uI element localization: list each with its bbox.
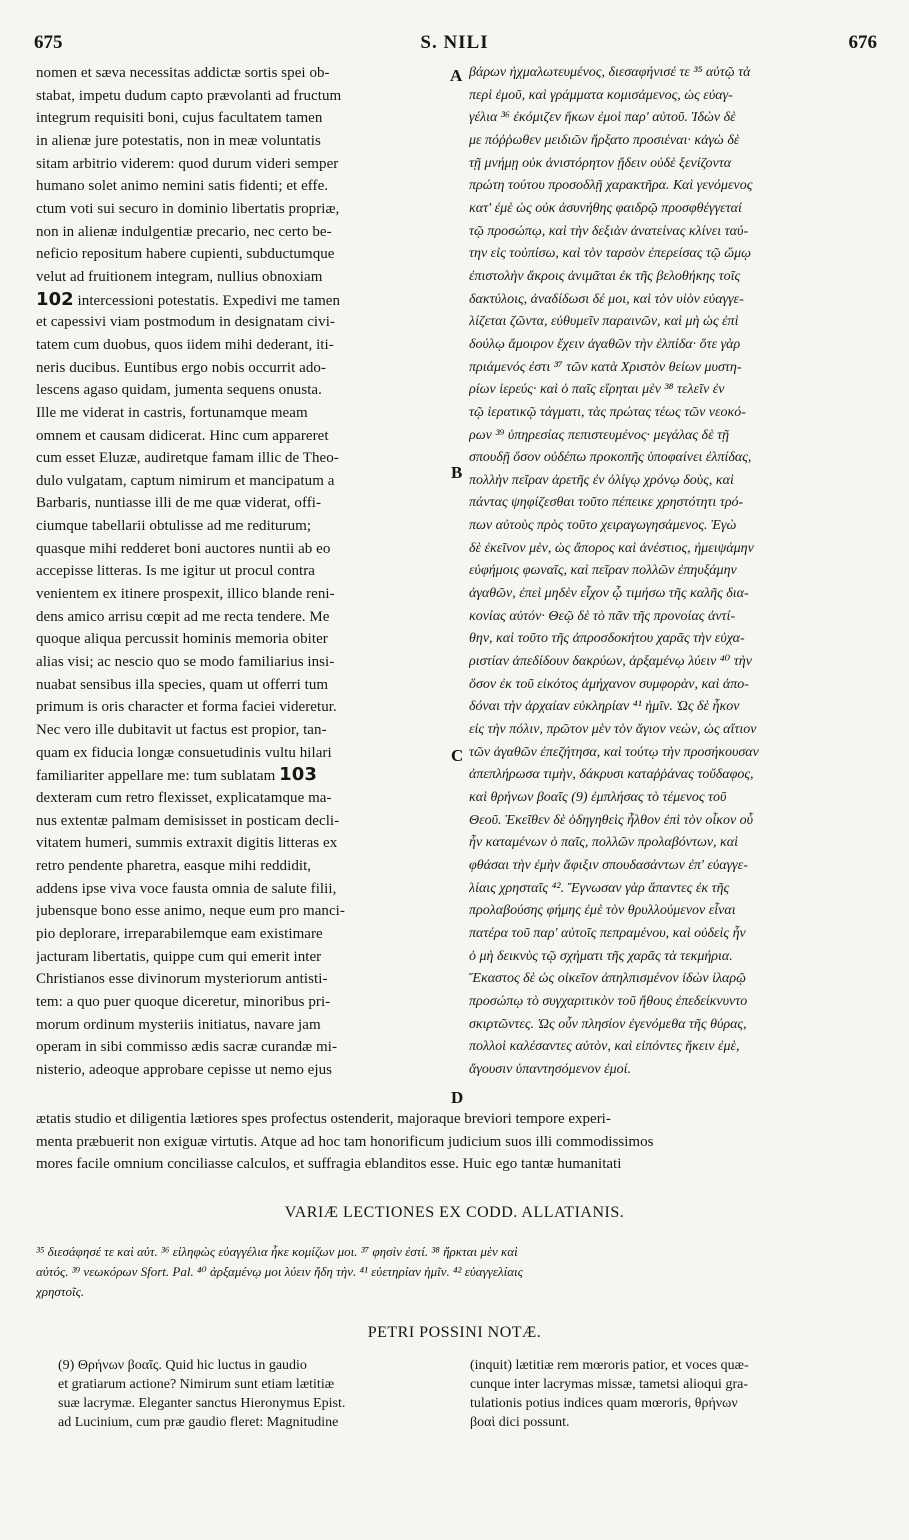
greek-line: λίαις χρησταῖς ⁴². Ἔγνωσαν γὰρ ἅπαντες ἐκ τῆς bbox=[469, 880, 730, 896]
latin-line-text: intercessioni potestatis. Expedivi me tamen bbox=[77, 292, 341, 309]
latin-line: sitam arbitrio viderem: quod durum videri semper bbox=[36, 155, 339, 172]
latin-line: jubensque bono esse animo, neque eum pro manci- bbox=[36, 903, 345, 920]
note-line: (9) Θρήνων βοαῖς. Quid hic luctus in gaudio bbox=[58, 1358, 307, 1373]
margin-letter-c: C bbox=[451, 746, 464, 765]
latin-line: vitatem humeri, summis extraxit digitis litteras ex bbox=[36, 835, 338, 852]
latin-line: operam in sibi commisso ædis sacræ curandæ mi- bbox=[36, 1039, 338, 1056]
note-line: cunque inter lacrymas missæ, tametsi alioqui gra- bbox=[470, 1377, 748, 1392]
latin-line: cum esset Eluzæ, audiretque famam illic de Theo- bbox=[36, 450, 339, 467]
greek-line: Ἕκαστος δὲ ὡς οἰκεῖον ἀπηλπισμένον ἰδὼν ἱλαρῷ bbox=[469, 971, 747, 987]
column-number: 103 bbox=[279, 764, 317, 786]
greek-line: κονίας αὐτόν· Θεῷ δὲ τὸ πᾶν τῆς προνοίας ἀντί- bbox=[469, 608, 736, 624]
variant-reading-line: ³⁵ διεσάφησέ τε καὶ αὐτ. ³⁶ εἰληφὼς εὐαγγέλια ἧκε κομίζων μοι. ³⁷ φησὶν ἐστί. ³⁸ ἤρκται μὲν καὶ bbox=[36, 1244, 518, 1259]
latin-line: ctum voti sui securo in dominio libertatis propriæ, bbox=[36, 200, 340, 217]
greek-line: περὶ ἐμοῦ, καὶ γράμματα κομισάμενος, ὡς εὐαγ- bbox=[469, 87, 733, 103]
latin-line bbox=[36, 764, 442, 787]
latin-line: velut ad fruitionem integram, nullius obnoxiam bbox=[36, 268, 323, 285]
latin-line: quam ex fiducia longæ consuetudinis vultu hilari bbox=[36, 744, 332, 761]
greek-line: εἰς τὴν πόλιν, πρῶτον μὲν τὸν ἅγιον νεὼν, ὡς αἴτιον bbox=[469, 722, 757, 738]
page-number-left: 675 bbox=[34, 32, 63, 53]
greek-line: ὅσον ἐκ τοῦ εἰκότος ἀμήχανον συμφορὰν, καὶ ἀπο- bbox=[469, 676, 749, 692]
greek-line: Θεοῦ. Ἐκεῖθεν δὲ ὁδηγηθεὶς ἦλθον ἐπὶ τὸν οἶκον οὗ bbox=[469, 812, 754, 828]
latin-line: nomen et sæva necessitas addictæ sortis spei ob- bbox=[36, 65, 330, 81]
greek-line: εὐφήμοις φωναῖς, καὶ πεῖραν πολλῶν ἐπηυξάμην bbox=[469, 563, 737, 579]
latin-line: tatem cum duobus, quos iidem mihi dederant, iti- bbox=[36, 336, 334, 353]
greek-line: πριάμενός ἐστι ³⁷ τῶν κατὰ Χριστὸν θείων μυστη- bbox=[469, 359, 742, 375]
latin-line: dulo vulgatam, captum nimirum et mancipatum a bbox=[36, 472, 335, 489]
variant-reading-line: χρηστοῖς. bbox=[36, 1284, 85, 1299]
latin-line: Nec vero ille dubitavit ut factus est propior, tan- bbox=[36, 722, 327, 739]
latin-line: ciumque tabellarii obtulisse ad me rediturum; bbox=[36, 518, 312, 535]
variant-reading-line: αὐτός. ³⁹ νεωκόρων Sfort. Pal. ⁴⁰ ἀρξαμένῳ μοι λύειν ἤδη τὴν. ⁴¹ εὐετηρίαν ἡμῖν. ⁴² εὐαγγελίαις bbox=[36, 1264, 523, 1279]
latin-line: neficio repositum habere cupienti, subductumque bbox=[36, 246, 335, 263]
note-line: tulationis potius indices quam mœroris, θρήνων bbox=[470, 1396, 738, 1411]
greek-line: ρων ³⁹ ὑπηρεσίας πεπιστευμένος· μεγάλας δὲ τῇ bbox=[469, 427, 730, 443]
latin-line: quasque mihi redderet boni auctores nuntii ab eo bbox=[36, 540, 331, 557]
greek-line: πολλοὶ καλέσαντες αὐτὸν, καὶ εἰπόντες ἥκειν ἐμὲ, bbox=[469, 1039, 740, 1055]
notae-heading: PETRI POSSINI NOTÆ. bbox=[367, 1324, 542, 1341]
latin-line: retro pendente pharetra, easque mihi reddidit, bbox=[36, 857, 312, 874]
greek-line: τῷ ἱερατικῷ τάγματι, τὰς πρώτας τέως τῶν νεοκό- bbox=[469, 404, 746, 420]
latin-line: Ille me viderat in castris, fortunamque meam bbox=[36, 404, 308, 421]
latin-line: neris ducibus. Euntibus ergo nobis occurrit ado- bbox=[36, 359, 326, 376]
latin-line: ætatis studio et diligentia lætiores spes profectus ostenderit, majoraque breviori tempore experi- bbox=[36, 1111, 611, 1127]
greek-line: δακτύλοις, ἀναδίδωσι δέ μοι, καὶ τὸν υἱὸν εὐαγγε- bbox=[469, 291, 744, 307]
greek-line: σκιρτῶντες. Ὡς οὖν πλησίον ἐγενόμεθα τῆς θύρας, bbox=[469, 1016, 747, 1032]
greek-line: ὁ μὴ δεικνὺς τῷ σχήματι τῆς χαρᾶς τὰ τεκμήρια. bbox=[469, 948, 733, 964]
margin-letter-a: A bbox=[450, 66, 463, 85]
latin-line: non in alienæ indulgentiæ precario, nec certo be- bbox=[36, 223, 332, 240]
latin-line-text: familiariter appellare me: tum sublatam bbox=[36, 768, 276, 785]
greek-line: ἦν καταμένων ὁ παῖς, πολλῶν προλαβόντων, καὶ bbox=[469, 835, 739, 851]
notae-right-column bbox=[470, 1356, 878, 1432]
note-line: βοαὶ dici possunt. bbox=[470, 1415, 570, 1430]
greek-line: δούλῳ ἄμοιρον ἔχειν ἀγαθῶν τὴν ἐλπίδα· ὅτε γὰρ bbox=[469, 336, 741, 352]
greek-line: θην, καὶ τοῦτο τῆς ἀπροσδοκήτου χαρᾶς τὴν εὐχα- bbox=[469, 631, 745, 647]
greek-line: δὲ ἐκεῖνον μὲν, ὡς ἄπορος καὶ ἀνέστιος, ἠμειψάμην bbox=[469, 540, 754, 556]
greek-line: ἀπεπλήρωσα τιμὴν, δάκρυσι καταῤῥάνας τοὔδαφος, bbox=[469, 767, 754, 783]
page-number-right: 676 bbox=[848, 32, 877, 53]
latin-line: omnem et causam didicerat. Hinc cum appareret bbox=[36, 427, 329, 444]
greek-line: ἀγαθῶν, ἐπεὶ μηδὲν εἶχον ᾧ τιμήσω τῆς καλῆς δια- bbox=[469, 586, 749, 602]
latin-line: humano solet animo nemini satis fidenti; et effe. bbox=[36, 178, 329, 195]
page-title: S. NILI bbox=[420, 32, 489, 53]
note-line: et gratiarum actione? Nimirum sunt etiam lætitiæ bbox=[58, 1377, 335, 1392]
notae-left-column bbox=[58, 1356, 446, 1432]
greek-line: βάρων ἠχμαλωτευμένος, διεσαφήνισέ τε ³⁵ αὐτῷ τὰ bbox=[469, 65, 751, 80]
greek-line: πατέρα τοῦ παρ' αὐτοῖς πεπραμένου, καὶ οὐδεὶς ἦν bbox=[469, 925, 746, 941]
greek-line: ρίων ἱερεύς· καὶ ὁ παῖς εἴρηται μὲν ³⁸ τελεῖν ἐν bbox=[469, 382, 725, 398]
latin-line: dexteram cum retro flexisset, explicatamque ma- bbox=[36, 790, 332, 806]
latin-line: in alienæ jure potestatis, non in meæ voluntatis bbox=[36, 132, 321, 149]
latin-line: alias visi; ac nescio quo se modo familiarius insi- bbox=[36, 654, 335, 671]
note-line: (inquit) lætitiæ rem mœroris patior, et voces quæ- bbox=[470, 1358, 749, 1373]
greek-line: τῷ προσώπῳ, καὶ τὴν δεξιὰν ἀνατείνας κλίνει ταύ- bbox=[469, 223, 749, 239]
greek-line: γέλια ³⁶ ἐκόμιζεν ἥκων ἐμοὶ παρ' αὐτοῦ. Ἰδὼν δὲ bbox=[469, 110, 736, 126]
greek-column bbox=[469, 62, 877, 1082]
latin-line: quoque aliqua percussit hominis memoria obiter bbox=[36, 631, 328, 648]
latin-line: morum ordinum mysteriis initiatus, navare jam bbox=[36, 1016, 321, 1033]
latin-line: et capessivi viam postmodum in designatam civi- bbox=[36, 314, 335, 331]
latin-line: nisterio, adeoque approbare cepisse ut nemo ejus bbox=[36, 1061, 333, 1078]
greek-line: προλαβούσης φήμης ἐμὲ τὸν θρυλλούμενον εἶναι bbox=[469, 903, 736, 919]
greek-line: πάντας ψηφίζεσθαι τοῦτο πέπεικε χρηστότητι τρό- bbox=[469, 495, 744, 511]
latin-line: menta præbuerit non exiguæ virtutis. Atque ad hoc tam honorificum judicium suos illi commodissimos bbox=[36, 1133, 654, 1150]
greek-line: με πόῤῥωθεν μειδιῶν ἤρξατο προσιέναι· κἀγὼ δὲ bbox=[469, 132, 740, 148]
note-line: suæ lacrymæ. Eleganter sanctus Hieronymus Epist. bbox=[58, 1396, 346, 1411]
latin-line: nus extentæ palmam demisisset in posticam decli- bbox=[36, 812, 340, 829]
latin-line: jacturam libertatis, quippe cum qui emerit inter bbox=[36, 948, 322, 965]
latin-line: addens ipse viva voce fausta omnia de salute filii, bbox=[36, 880, 337, 897]
latin-line: tem: a quo puer quoque diceretur, minoribus pri- bbox=[36, 993, 331, 1010]
latin-line: integrum requisiti boni, cujus facultatem tamen bbox=[36, 110, 323, 127]
latin-line: nuabat sensibus illa species, quam ut offerri tum bbox=[36, 676, 329, 693]
running-header bbox=[0, 32, 909, 58]
greek-line: τῇ μνήμῃ οὐκ ἀνιστόρητον ᾔδειν οὐδὲ ξενίζοντα bbox=[469, 155, 732, 171]
greek-line: πρώτη τούτου προσοδλῇ χαρακτῆρα. Καὶ γενόμενος bbox=[469, 178, 753, 194]
greek-line: πων αὐτοὺς πρὸς τοῦτο χειραγωγησάμενος. Ἐγὼ bbox=[469, 518, 737, 534]
greek-line: την εἰς τοὐπίσω, καὶ τὸν ταρσὸν ἐπερείσας τῷ ὤμῳ bbox=[469, 246, 752, 262]
column-number: 102 bbox=[36, 288, 74, 310]
latin-full-width-text bbox=[36, 1108, 877, 1176]
margin-letter-b: B bbox=[451, 463, 463, 482]
latin-line: dens amico arrisu cœpit ad me recta tendere. Me bbox=[36, 608, 330, 625]
latin-line bbox=[36, 289, 442, 312]
latin-line: Christianos esse divinorum mysteriorum antisti- bbox=[36, 971, 328, 988]
variae-lectiones-heading: VARIÆ LECTIONES EX CODD. ALLATIANIS. bbox=[284, 1204, 625, 1221]
note-line: ad Lucinium, cum præ gaudio fleret: Magnitudine bbox=[58, 1415, 339, 1430]
variae-lectiones-text bbox=[36, 1242, 879, 1302]
greek-line: δόναι τὴν ἀρχαίαν εὐκληρίαν ⁴¹ ἡμῖν. Ὡς δὲ ἧκον bbox=[469, 699, 740, 715]
latin-line: accepisse litteras. Is me igitur ut procul contra bbox=[36, 563, 316, 580]
greek-line: καὶ θρήνων βοαῖς (9) ἐμπλήσας τὸ τέμενος τοῦ bbox=[469, 790, 727, 805]
latin-line: lescens agaso quidam, jumenta sequens onusta. bbox=[36, 382, 322, 399]
greek-line: ἄγουσιν ὑπαντησόμενον ἐμοί. bbox=[469, 1061, 632, 1077]
greek-line: ριστίαν ἀπεδίδουν δακρύων, ἀρξαμένῳ λύειν ⁴⁰ τὴν bbox=[469, 654, 752, 670]
greek-line: λίζεται ζῶντα, εὐθυμεῖν παραινῶν, καὶ μὴ ὡς ἐπὶ bbox=[469, 314, 739, 330]
greek-line: τῶν ἀγαθῶν ἐπεζήτησα, καὶ τούτῳ τὴν προσήκουσαν bbox=[469, 744, 759, 760]
greek-line: πολλὴν πεῖραν ἀρετῆς ἐν ὀλίγῳ χρόνῳ δοὺς, καὶ bbox=[469, 472, 734, 488]
latin-line: primum is oris character et forma faciei videretur. bbox=[36, 699, 337, 716]
latin-line: Barbaris, nuntiasse illi de me quæ viderat, offi- bbox=[36, 495, 322, 512]
margin-letter-d: D bbox=[451, 1088, 464, 1107]
greek-line: προσώπῳ τὸ συγχαριτικὸν τοῦ ἤθους ἐπεδείκνυντο bbox=[469, 993, 748, 1009]
greek-line: ἐπιστολὴν ἄκροις ἀνιμᾶται ἐκ τῆς βελοθήκης τοῖς bbox=[469, 268, 741, 284]
latin-column bbox=[36, 62, 442, 1082]
latin-line: stabat, impetu dudum capto prævolanti ad fructum bbox=[36, 87, 342, 104]
latin-line: pio deplorare, irreparabilemque eam existimare bbox=[36, 925, 323, 942]
greek-line: κατ' ἐμὲ ὡς οὐκ ἀσυνήθης φαιδρῷ προσφθέγγεταί bbox=[469, 200, 742, 216]
greek-line: φθάσαι τὴν ἐμὴν ἄφιξιν σπουδασάντων ἐπ' εὐαγγε- bbox=[469, 857, 748, 873]
greek-line: σπουδῇ ὅσον οὐδέπω προκοπῆς ὑποφαίνει ἐλπίδας, bbox=[469, 450, 752, 466]
latin-line: venientem ex itinere prospexit, illico blande reni- bbox=[36, 586, 335, 603]
latin-line: mores facile omnium conciliasse calculos, et suffragia eblanditos esse. Huic ego tantæ humanitati bbox=[36, 1156, 622, 1173]
